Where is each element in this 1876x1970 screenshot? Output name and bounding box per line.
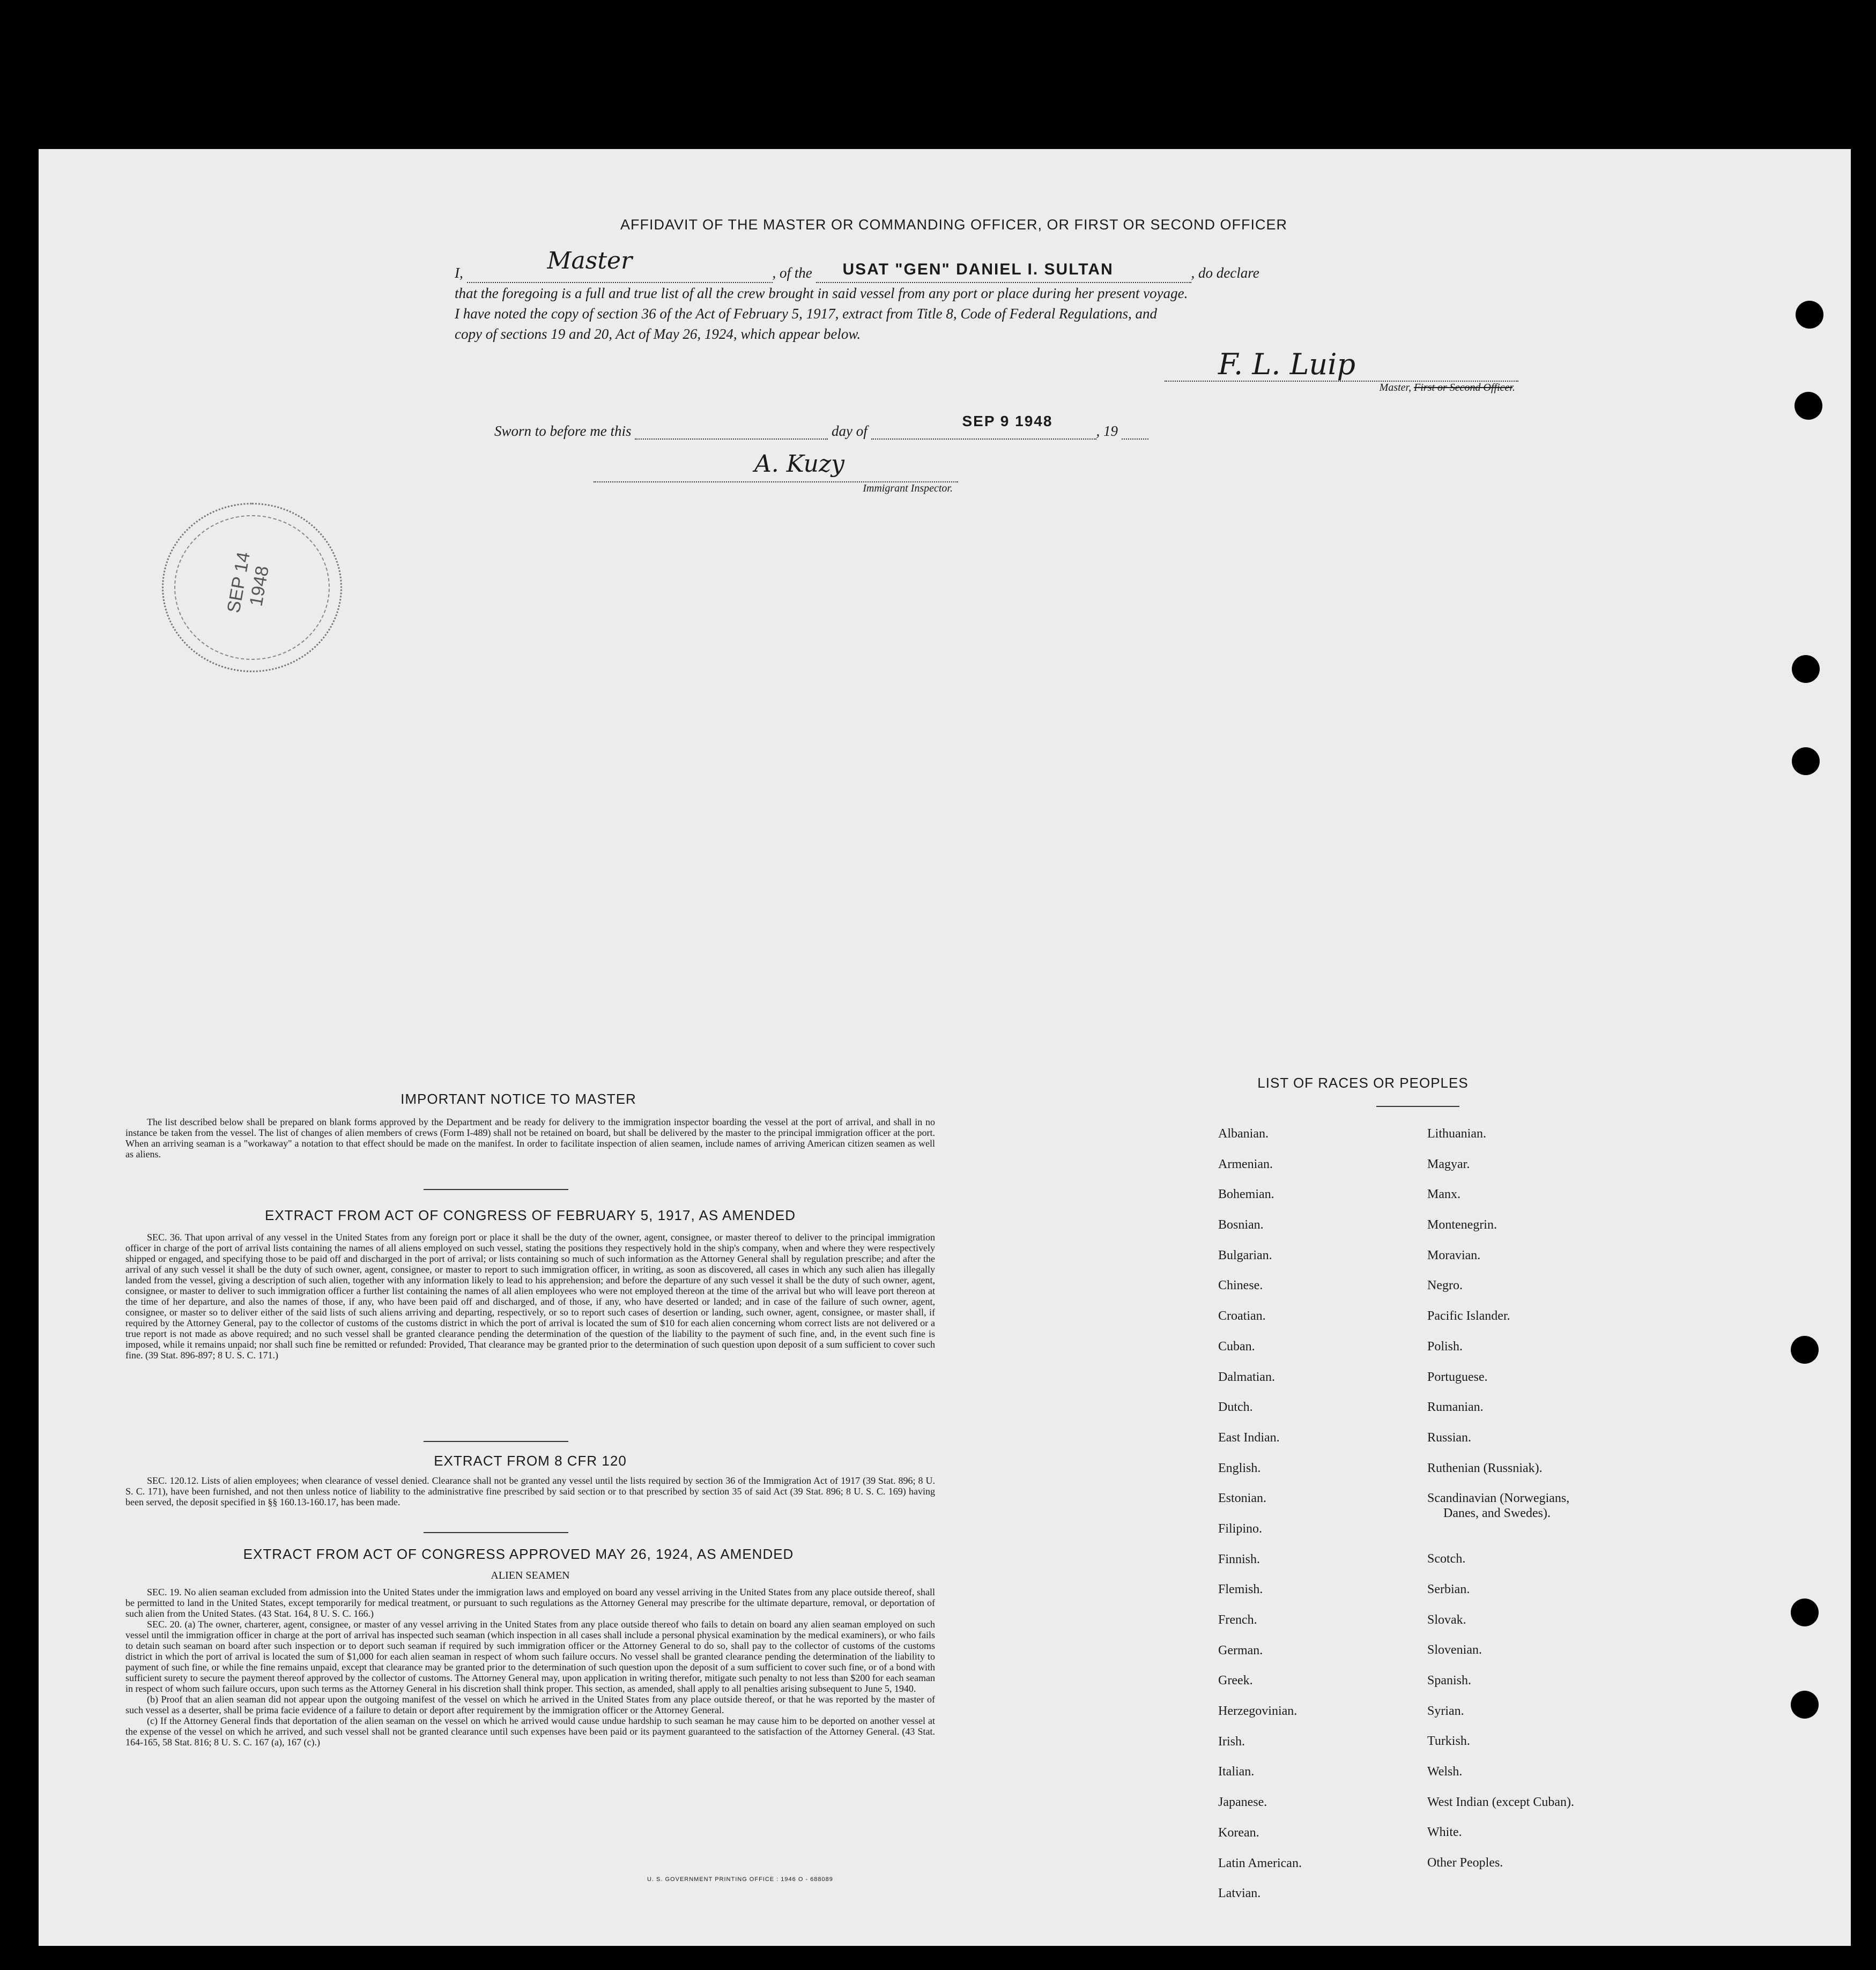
race-item: Scotch. bbox=[1427, 1552, 1466, 1566]
race-item: Moravian. bbox=[1427, 1248, 1481, 1262]
of-the-text: , of the bbox=[772, 265, 812, 281]
form-sheet bbox=[39, 149, 1851, 1946]
race-item: Dutch. bbox=[1218, 1400, 1253, 1415]
races-divider bbox=[1376, 1106, 1459, 1107]
divider bbox=[424, 1189, 568, 1190]
year-field bbox=[1122, 422, 1148, 440]
race-item: Rumanian. bbox=[1427, 1400, 1484, 1415]
race-item: Irish. bbox=[1218, 1734, 1245, 1749]
punch-hole bbox=[1791, 1691, 1819, 1719]
race-item: White. bbox=[1427, 1825, 1462, 1840]
race-item: Greek. bbox=[1218, 1674, 1253, 1688]
sworn-day-field bbox=[635, 422, 828, 440]
notice-text: The list described below shall be prepared on blank forms approved by the Department and be ready for delivery to the immigration inspector boarding the vessel at the port of arrival, and shall in no instance be taken from the vessel. The list of changes of alien members of crews (Form I-489) shall not be retained on board, but shall be delivered by the master to the principal immigration officer at the port. When an arriving seaman is a "workaway" a notation to that effect should be made on the manifest. In order to facilitate inspection of alien seamen, include names of arriving American citizen seamen as well as aliens. bbox=[125, 1117, 935, 1159]
race-item: Herzegovinian. bbox=[1218, 1704, 1297, 1719]
inspector-signature: A. Kuzy bbox=[754, 450, 845, 478]
punch-hole bbox=[1796, 301, 1823, 329]
extract-1917-text: SEC. 36. That upon arrival of any vessel in the United States from any foreign port or place it shall be the duty of the owner, agent, consignee, or master thereof to deliver to the principal immigration officer in charge of the port of arrival lists containing the names of all aliens employed on such vessel, stating the positions they respectively hold in the ship's company, when and where they were respectively shipped or engaged, and specifying those to be paid off and discharged in the port of arrival; or lists containing so much of such information as the Attorney General shall by regulation prescribe; and after the arrival of any such vessel it shall be the duty of such owner, agent, consignee, or master to report to such immigration officer, in writing, as soon as discovered, all cases in which any such alien has illegally landed from the vessel, giving a description of such alien, together with any information likely to lead to his apprehension; and before the departure of any such vessel it shall be the duty of such owner, agent, consignee, or master to deliver to such immigration officer a further list containing the names of all alien employees who were not employed thereon at the time of the arrival but who will leave port thereon at the time of her departure, and also the names of those, if any, who have been paid off and discharged, and of those, if any, who have deserted or landed; and in case of the failure of such owner, agent, consignee, or master so to deliver either of the said lists of such aliens arriving and departing, respectively, or so to report such cases of desertion or landing, such owner, agent, consignee, or master shall, if required by the Attorney General, pay to the collector of customs of the customs district in which the port of arrival is located the sum of $10 for each alien concerning whom correct lists are not delivered or a true report is not made as above required; and no such vessel shall be granted clearance pending the determination of the question of the liability to the payment of such fine, and, in the event such fine is imposed, while it remains unpaid; nor shall such fine be remitted or refunded: Provided, That clearance may be granted prior to the determination of such question upon deposit of a sum sufficient to cover such fine. (39 Stat. 896-897; 8 U. S. C. 171.) bbox=[125, 1232, 935, 1361]
race-item: Bulgarian. bbox=[1218, 1248, 1272, 1262]
affidavit-heading: AFFIDAVIT OF THE MASTER OR COMMANDING OFFICER, OR FIRST OR SECOND OFFICER bbox=[620, 217, 1288, 233]
do-declare-text: , do declare bbox=[1191, 265, 1259, 281]
sec-19-text: SEC. 19. No alien seaman excluded from admission into the United States under the immigration laws and employed on board any vessel arriving in the United States from any place outside thereof, shall be permitted to land in the United States, except temporarily for medical treatment, or pursuant to such regulations as the Attorney General may prescribe for the ultimate departure, removal, or deportation of such alien from the United States. (43 Stat. 164, 8 U. S. C. 166.) bbox=[125, 1587, 935, 1619]
race-item: Korean. bbox=[1218, 1825, 1259, 1840]
race-item: Portuguese. bbox=[1427, 1370, 1488, 1384]
sworn-month-field bbox=[871, 413, 1096, 440]
race-item: Magyar. bbox=[1427, 1157, 1470, 1171]
race-item: Albanian. bbox=[1218, 1127, 1269, 1141]
extract-1917-heading: EXTRACT FROM ACT OF CONGRESS OF FEBRUARY 5, 1917, AS AMENDED bbox=[265, 1207, 796, 1223]
race-item: Manx. bbox=[1427, 1187, 1460, 1202]
punch-hole bbox=[1791, 1599, 1819, 1626]
master-name-field bbox=[467, 247, 773, 283]
races-list-right bbox=[1427, 1119, 1574, 1878]
declaration-i: I, bbox=[455, 265, 463, 281]
master-signature-line bbox=[1165, 347, 1518, 382]
vessel-name-field bbox=[816, 263, 1191, 283]
declaration-line-4: copy of sections 19 and 20, Act of May 26, 1924, which appear below. bbox=[455, 326, 861, 342]
master-signature-block bbox=[1165, 347, 1518, 394]
race-item: Chinese. bbox=[1218, 1278, 1263, 1293]
extract-8cfr-heading: EXTRACT FROM 8 CFR 120 bbox=[434, 1453, 627, 1469]
punch-hole bbox=[1792, 655, 1820, 683]
race-item: Welsh. bbox=[1427, 1765, 1463, 1779]
race-item: Turkish. bbox=[1427, 1734, 1470, 1749]
race-item: Spanish. bbox=[1427, 1674, 1472, 1687]
divider bbox=[424, 1532, 568, 1533]
master-signature: F. L. Luip bbox=[1218, 347, 1356, 381]
seal-date: SEP 14 1948 bbox=[223, 550, 273, 615]
divider bbox=[424, 1441, 568, 1442]
race-item: Cuban. bbox=[1218, 1339, 1255, 1354]
master-signature-title bbox=[1165, 382, 1518, 394]
title-struck: First or Second Officer bbox=[1414, 382, 1512, 393]
day-of-text: day of bbox=[832, 423, 867, 439]
race-item: Slovenian. bbox=[1427, 1643, 1482, 1657]
race-item: Latvian. bbox=[1218, 1886, 1261, 1901]
extract-1924-body bbox=[125, 1587, 935, 1748]
punch-hole bbox=[1795, 392, 1822, 420]
notice-heading: IMPORTANT NOTICE TO MASTER bbox=[401, 1091, 636, 1107]
race-item: Filipino. bbox=[1218, 1521, 1263, 1536]
race-item: Lithuanian. bbox=[1427, 1127, 1486, 1141]
race-item: Ruthenian (Russniak). bbox=[1427, 1461, 1543, 1475]
sec-20c-text: (c) If the Attorney General finds that deportation of the alien seaman on the vessel on which he arrived would cause undue hardship to such seaman he may cause him to be deported on another vessel at the expense of the vessel on which he arrived, and such vessel shall not be granted clearance until such expenses have been paid or its payment guaranteed to the satisfaction of the Attorney General. (43 Stat. 164-165, 58 Stat. 816; 8 U. S. C. 167 (a), 167 (c).) bbox=[125, 1715, 935, 1748]
punch-hole bbox=[1791, 1336, 1819, 1364]
inspection-seal bbox=[162, 503, 342, 672]
race-item: English. bbox=[1218, 1461, 1261, 1475]
race-item: Scandinavian (Norwegians, bbox=[1427, 1491, 1570, 1506]
race-item: Other Peoples. bbox=[1427, 1856, 1503, 1870]
extract-8cfr-text: SEC. 120.12. Lists of alien employees; when clearance of vessel denied. Clearance shall not be granted any vessel until the lists required by section 36 of the Immigration Act of 1917 (39 Stat. 896; 8 U. S. C. 171), have been furnished, and not then unless notice of liability to the administrative fine prescribed by said section or to that prescribed by section 35 of said Act (39 Stat. 896; 8 U. S. C. 169) having been served, the deposit specified in §§ 160.13-160.17, has been made. bbox=[125, 1475, 935, 1507]
punch-hole bbox=[1792, 747, 1820, 775]
sec-20b-text: (b) Proof that an alien seaman did not appear upon the outgoing manifest of the vessel on which he arrived in the United States from any place outside thereof, or that he was reported by the master of such vessel as a deserter, shall be prima facie evidence of a failure to detain or deport after requirement by the immigration officer or the Attorney General. bbox=[125, 1694, 935, 1715]
race-item: Japanese. bbox=[1218, 1795, 1267, 1810]
alien-seamen-subheading: ALIEN SEAMEN bbox=[491, 1570, 570, 1581]
race-item: Bosnian. bbox=[1218, 1218, 1264, 1232]
race-item: Pacific Islander. bbox=[1427, 1309, 1510, 1324]
title-master: Master, bbox=[1379, 382, 1412, 393]
sworn-line bbox=[494, 413, 1148, 440]
inspector-signature-line bbox=[594, 450, 958, 482]
declaration-line-3: I have noted the copy of section 36 of the Act of February 5, 1917, extract from Title 8, Code of Federal Regulations, and bbox=[455, 306, 1158, 322]
race-item: Russian. bbox=[1427, 1430, 1472, 1445]
vessel-stamp: USAT "GEN" DANIEL I. SULTAN bbox=[842, 261, 1114, 278]
race-item: Italian. bbox=[1218, 1765, 1255, 1779]
title-period: . bbox=[1512, 382, 1515, 393]
race-item: Latin American. bbox=[1218, 1856, 1302, 1870]
race-item: West Indian (except Cuban). bbox=[1427, 1795, 1574, 1809]
race-item: Estonian. bbox=[1218, 1491, 1266, 1506]
printer-line: U. S. GOVERNMENT PRINTING OFFICE : 1946 O - 688089 bbox=[647, 1876, 833, 1883]
race-item: East Indian. bbox=[1218, 1430, 1280, 1445]
declaration-line-2: that the foregoing is a full and true list of all the crew brought in said vessel from any port or place during her present voyage. bbox=[455, 285, 1188, 301]
sworn-text: Sworn to before me this bbox=[494, 423, 632, 439]
race-item: Armenian. bbox=[1218, 1157, 1273, 1171]
race-item: French. bbox=[1218, 1613, 1257, 1627]
races-list-left bbox=[1218, 1119, 1302, 1909]
race-item: Finnish. bbox=[1218, 1552, 1260, 1566]
race-item: Croatian. bbox=[1218, 1309, 1266, 1324]
inspector-block bbox=[594, 450, 958, 495]
extract-1924-heading: EXTRACT FROM ACT OF CONGRESS APPROVED MAY 26, 1924, AS AMENDED bbox=[243, 1546, 794, 1562]
race-item: Slovak. bbox=[1427, 1612, 1466, 1627]
affidavit-declaration bbox=[455, 247, 1506, 344]
race-item: Syrian. bbox=[1427, 1704, 1464, 1718]
inspector-title: Immigrant Inspector. bbox=[863, 482, 953, 494]
race-item: Serbian. bbox=[1427, 1582, 1470, 1596]
race-item: German. bbox=[1218, 1643, 1263, 1657]
master-handwritten: Master bbox=[547, 247, 633, 274]
race-item: Negro. bbox=[1427, 1278, 1463, 1293]
race-item: Bohemian. bbox=[1218, 1187, 1274, 1202]
race-item: Dalmatian. bbox=[1218, 1370, 1275, 1384]
races-heading: LIST OF RACES OR PEOPLES bbox=[1257, 1075, 1469, 1091]
race-item: Polish. bbox=[1427, 1339, 1463, 1354]
date-stamp: SEP 9 1948 bbox=[962, 413, 1053, 429]
race-item: Montenegrin. bbox=[1427, 1218, 1497, 1232]
sec-20a-text: SEC. 20. (a) The owner, charterer, agent, consignee, or master of any vessel arriving in the United States from any place outside thereof who fails to detain on board any alien seaman employed on such vessel until the immigration officer in charge at the port of arrival has inspected such seaman (which inspection in all cases shall include a personal physical examination by the medical examiners), or who fails to detain such seaman on board after such inspection or to deport such seaman if required by such immigration officer or the Attorney General to do so, shall pay to the collector of customs of the customs district in which the port of arrival is located the sum of $1,000 for each alien seaman in respect of whom such failure occurs. No vessel shall be granted clearance pending the determination of the liability to payment of such fine, or while the fine remains unpaid, except that clearance may be granted prior to the determination of such question upon the deposit of a sum sufficient to cover such fine, or of a bond with sufficient surety to secure the payment thereof approved by the collector of customs. The Attorney General may, upon application in writing therefor, mitigate such penalty to not less than $200 for each seaman in respect of whom such failure occurs, upon such terms as the Attorney General in his discretion shall think proper. This section, as amended, shall apply to all penalties arising subsequent to June 5, 1940. bbox=[125, 1619, 935, 1694]
race-item: Danes, and Swedes). bbox=[1443, 1506, 1551, 1521]
declaration-line-1 bbox=[455, 247, 1506, 283]
year-prefix: , 19 bbox=[1096, 423, 1118, 439]
race-item: Flemish. bbox=[1218, 1582, 1263, 1597]
